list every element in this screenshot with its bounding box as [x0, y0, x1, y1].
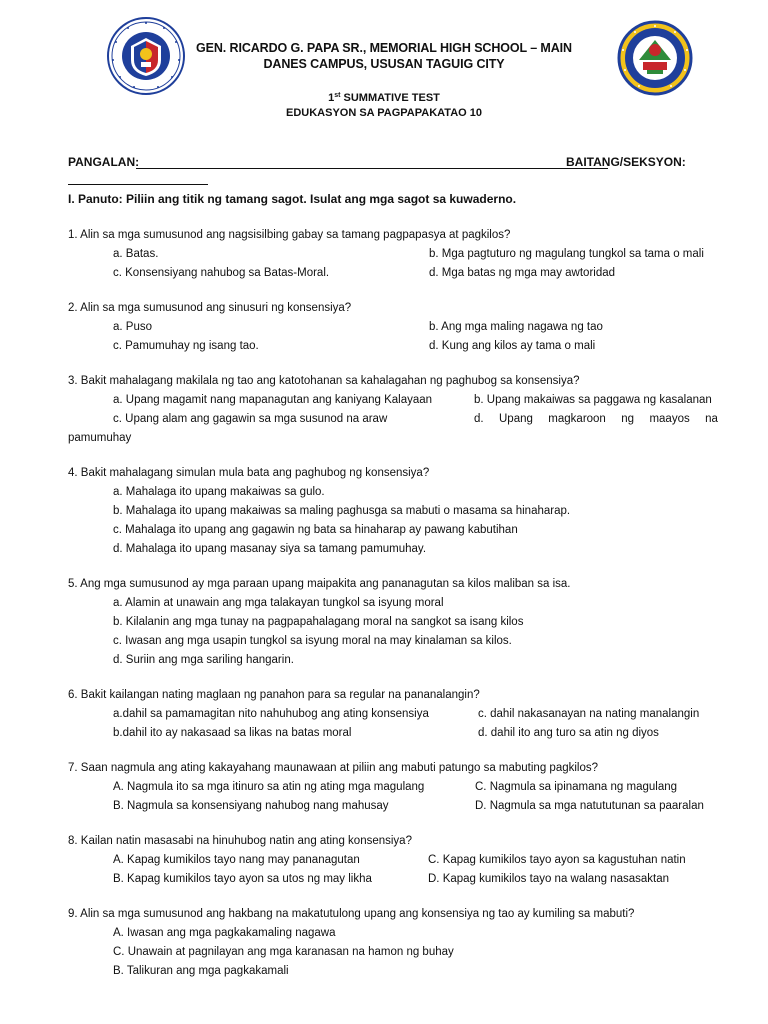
option-d-word: maayos — [649, 413, 690, 425]
option-a: A. Nagmula ito sa mga itinuro sa atin ng ating mga magulang — [113, 781, 425, 793]
option-c: c. Iwasan ang mga usapin tungkol sa isyung moral na may kinalaman sa kilos. — [113, 635, 512, 647]
question-stem: 2. Alin sa mga sumusunod ang sinusuri ng konsensiya? — [68, 302, 352, 314]
question-1 — [68, 226, 718, 283]
option-d: d. dahil ito ang turo sa atin ng diyos — [478, 727, 659, 739]
option-b: b. Upang makaiwas sa paggawa ng kasalanan — [474, 394, 712, 406]
question-list — [68, 226, 718, 997]
option-c: c. dahil nakasanayan na nating manalangin — [478, 708, 700, 720]
option-d — [474, 410, 718, 429]
option-a: a.dahil sa pamamagitan nito nahuhubog ang ating konsensiya — [113, 708, 429, 720]
option-a: a. Upang magamit nang mapanagutan ang kaniyang Kalayaan — [113, 394, 433, 406]
option-c: C. Nagmula sa ipinamana ng magulang — [475, 781, 678, 793]
subject-title: EDUKASYON SA PAGPAPAKATAO 10 — [286, 107, 482, 119]
option-a: a. Batas. — [113, 248, 159, 260]
question-stem: 6. Bakit kailangan nating maglaan ng panahon para sa regular na pananalangin? — [68, 689, 480, 701]
option-b: b. Mahalaga ito upang makaiwas sa maling paghusga sa mabuti o masama sa hinaharap. — [113, 505, 571, 517]
option-a: a. Puso — [113, 321, 152, 333]
option-b: b. Ang mga maling nagawa ng tao — [429, 321, 603, 333]
test-heading — [0, 91, 768, 121]
question-2 — [68, 299, 718, 356]
option-b: b. Kilalanin ang mga tunay na pagpapahalagang moral na sangkot sa isang kilos — [113, 616, 524, 628]
question-stem: 1. Alin sa mga sumusunod ang nagsisilbing gabay sa tamang pagpapasya at pagkilos? — [68, 229, 511, 241]
option-d-word: ng — [621, 413, 635, 425]
school-campus: DANES CAMPUS, USUSAN TAGUIG CITY — [263, 57, 505, 71]
option-d-continuation: pamumuhay — [68, 432, 132, 444]
option-b: B. Kapag kumikilos tayo ayon sa utos ng may likha — [113, 873, 372, 885]
option-d: d. Kung ang kilos ay tama o mali — [429, 340, 596, 352]
option-c: c. Pamumuhay ng isang tao. — [113, 340, 259, 352]
option-d: D. Nagmula sa mga natututunan sa paaralan — [475, 800, 704, 812]
question-stem: 3. Bakit mahalagang makilala ng tao ang katotohanan sa kahalagahan ng paghubog sa konsensiya? — [68, 375, 580, 387]
instructions: I. Panuto: Piliin ang titik ng tamang sagot. Isulat ang mga sagot sa kuwaderno. — [68, 192, 517, 206]
name-field[interactable] — [136, 168, 608, 169]
school-name: GEN. RICARDO G. PAPA SR., MEMORIAL HIGH SCHOOL – MAIN — [196, 41, 572, 55]
question-stem: 8. Kailan natin masasabi na hinuhubog natin ang ating konsensiya? — [68, 835, 412, 847]
question-3 — [68, 372, 718, 448]
option-b: b.dahil ito ay nakasaad sa likas na batas moral — [113, 727, 352, 739]
question-4 — [68, 464, 718, 559]
grade-section-field[interactable] — [68, 184, 208, 185]
question-8 — [68, 832, 718, 889]
option-d-word: Upang — [499, 413, 533, 425]
option-b: B. Nagmula sa konsensiyang nahubog nang mahusay — [113, 800, 389, 812]
option-b: B. Talikuran ang mga pagkakamali — [113, 965, 289, 977]
question-6 — [68, 686, 718, 743]
option-a: a. Mahalaga ito upang makaiwas sa gulo. — [113, 486, 325, 498]
option-d-word: na — [705, 413, 718, 425]
option-d-word: d. — [474, 413, 484, 425]
question-9 — [68, 905, 718, 981]
option-d: d. Suriin ang mga sariling hangarin. — [113, 654, 294, 666]
option-d: d. Mga batas ng mga may awtoridad — [429, 267, 616, 279]
option-b: b. Mga pagtuturo ng magulang tungkol sa tama o mali — [429, 248, 704, 260]
test-ordinal: 1 — [328, 92, 335, 104]
option-a: A. Iwasan ang mga pagkakamaling nagawa — [113, 927, 336, 939]
question-stem: 5. Ang mga sumusunod ay mga paraan upang maipakita ang pananagutan sa kilos maliban sa isa. — [68, 578, 571, 590]
option-c: c. Upang alam ang gagawin sa mga susunod na araw — [113, 413, 388, 425]
option-c: C. Kapag kumikilos tayo ayon sa kagustuhan natin — [428, 854, 686, 866]
option-d: D. Kapag kumikilos tayo na walang nasasaktan — [428, 873, 670, 885]
test-title-text: SUMMATIVE TEST — [340, 92, 440, 104]
option-d-word: magkaroon — [548, 413, 606, 425]
question-stem: 7. Saan nagmula ang ating kakayahang maunawaan at piliin ang mabuti patungo sa mabuting pagkilos? — [68, 762, 599, 774]
option-c: c. Mahalaga ito upang ang gagawin ng bata sa hinaharap ay pawang kabutihan — [113, 524, 518, 536]
question-5 — [68, 575, 718, 670]
option-a: A. Kapag kumikilos tayo nang may pananagutan — [113, 854, 360, 866]
option-a: a. Alamin at unawain ang mga talakayan tungkol sa isyung moral — [113, 597, 444, 609]
name-label: PANGALAN: — [68, 155, 140, 169]
option-c: c. Konsensiyang nahubog sa Batas-Moral. — [113, 267, 330, 279]
test-title — [0, 91, 768, 106]
option-d: d. Mahalaga ito upang masanay siya sa tamang pamumuhay. — [113, 543, 427, 555]
school-heading — [0, 40, 768, 72]
question-7 — [68, 759, 718, 816]
grade-section-label: BAITANG/SEKSYON: — [566, 155, 686, 169]
option-c: C. Unawain at pagnilayan ang mga karanasan na hamon ng buhay — [113, 946, 454, 958]
question-stem: 4. Bakit mahalagang simulan mula bata ang paghubog ng konsensiya? — [68, 467, 430, 479]
test-ordinal-suffix: st — [334, 92, 341, 99]
question-stem: 9. Alin sa mga sumusunod ang hakbang na makatutulong upang ang konsensiya ng tao ay kumiling sa mabuti? — [68, 908, 635, 920]
